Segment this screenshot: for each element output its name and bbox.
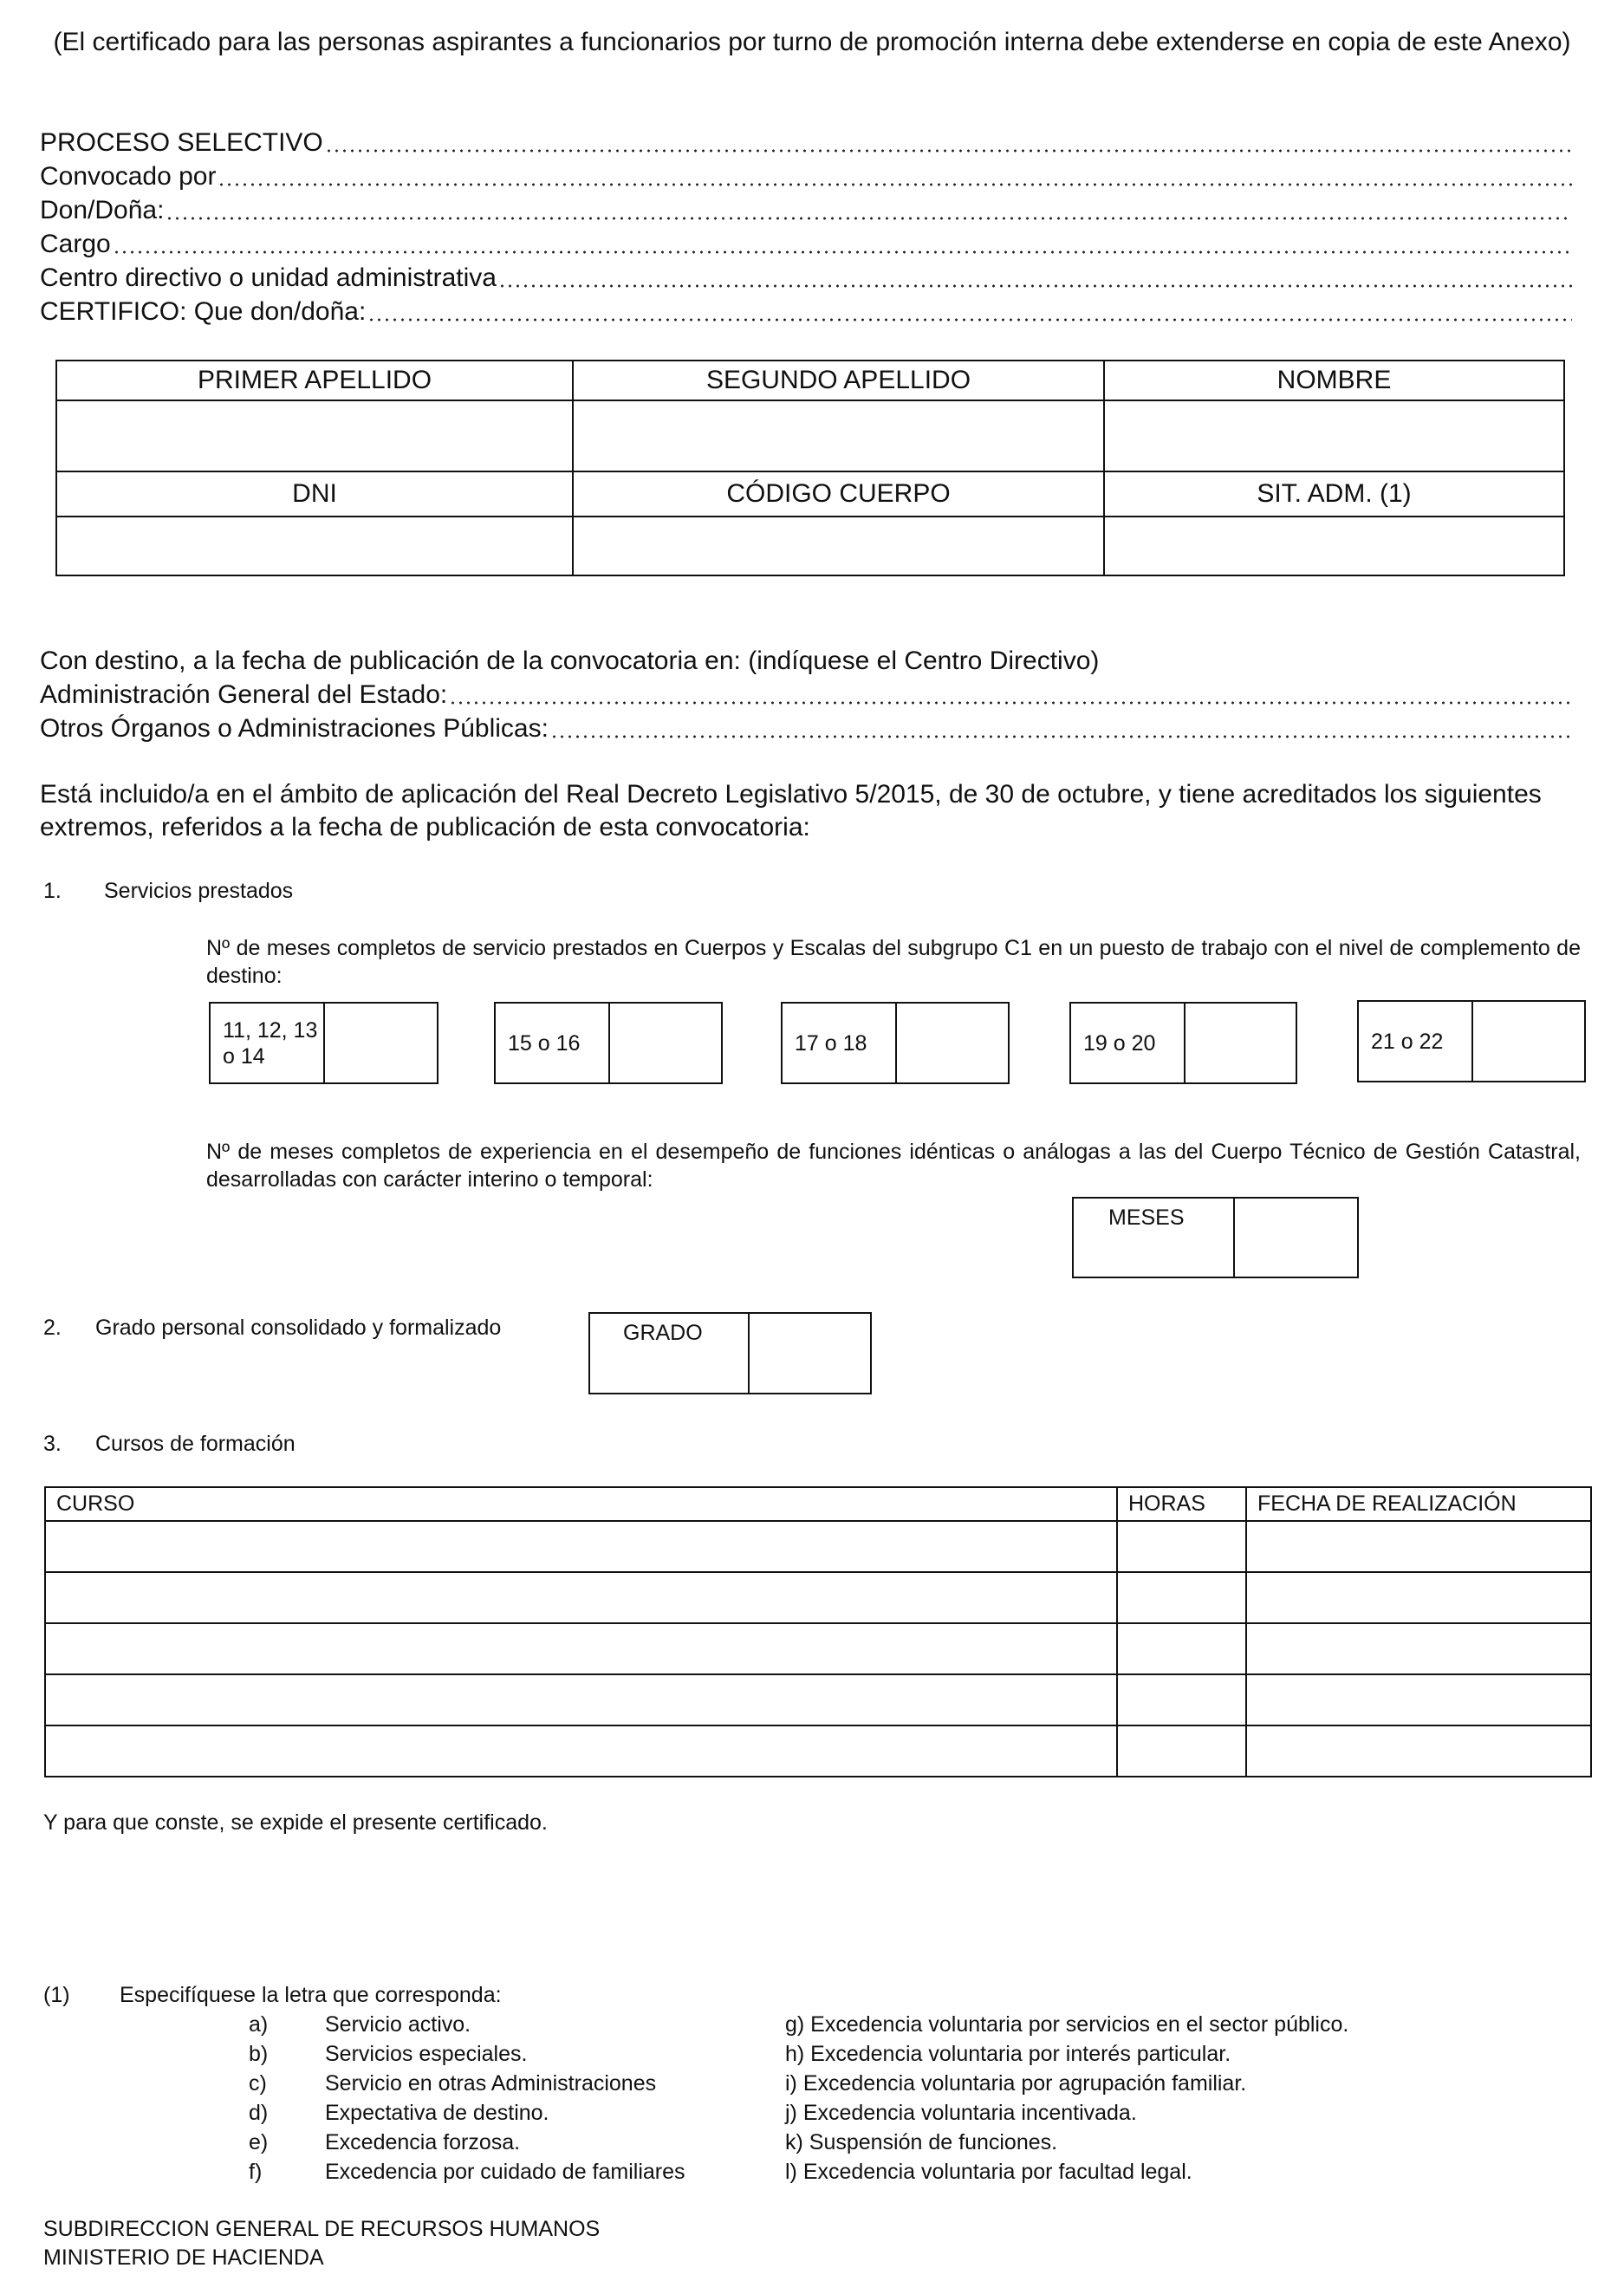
header-note: (El certificado para las personas aspirantes a funcionarios por turno de promoción interna debe extenderse en copia de este Anexo) — [53, 28, 1571, 56]
input-nombre[interactable] — [1104, 400, 1564, 471]
input-dni[interactable] — [56, 517, 573, 575]
field-proceso[interactable] — [40, 127, 1572, 159]
fecha-cell[interactable] — [1246, 1623, 1591, 1674]
level-input[interactable] — [610, 1004, 721, 1082]
table-row — [45, 1572, 1591, 1623]
curso-cell[interactable] — [45, 1623, 1117, 1674]
col-nombre: NOMBRE — [1104, 361, 1564, 400]
table-row — [45, 1623, 1591, 1674]
curso-cell[interactable] — [45, 1725, 1117, 1777]
meses-input[interactable] — [1235, 1199, 1357, 1277]
input-segundo-apellido[interactable] — [573, 400, 1104, 471]
col-segundo-apellido: SEGUNDO APELLIDO — [573, 361, 1104, 400]
section1-title: Servicios prestados — [104, 879, 294, 903]
fecha-cell[interactable] — [1246, 1674, 1591, 1725]
section3-number: 3. — [43, 1432, 62, 1456]
level-box-19-20 — [1069, 1002, 1297, 1084]
fecha-cell[interactable] — [1246, 1521, 1591, 1572]
identity-table — [55, 360, 1565, 576]
field-label: Convocado por — [40, 162, 217, 191]
field-otros-organos[interactable] — [40, 712, 1572, 745]
footer-line-1: SUBDIRECCION GENERAL DE RECURSOS HUMANOS — [43, 2217, 601, 2241]
footnote-item: i) Excedencia voluntaria por agrupación familiar. — [785, 2071, 1247, 2096]
meses-box — [1072, 1197, 1359, 1278]
col-fecha: FECHA DE REALIZACIÓN — [1246, 1487, 1591, 1521]
field-convocado[interactable] — [40, 160, 1572, 193]
horas-cell[interactable] — [1117, 1674, 1246, 1725]
level-input[interactable] — [325, 1004, 437, 1082]
section1-para2: Nº de meses completos de experiencia en el desempeño de funciones idénticas o análogas a las del Cuerpo Técnico de Gestión Catastral, desarrolladas con carácter interino o temporal: — [206, 1140, 1581, 1192]
input-sit-adm[interactable] — [1104, 517, 1564, 575]
grado-input[interactable] — [750, 1314, 870, 1393]
footnote-item: Servicio en otras Administraciones — [325, 2071, 657, 2096]
col-codigo-cuerpo: CÓDIGO CUERPO — [573, 471, 1104, 517]
field-centro[interactable] — [40, 262, 1572, 295]
level-label: 11, 12, 13 o 14 — [211, 1004, 325, 1082]
field-label: Administración General del Estado: — [40, 680, 448, 709]
level-label: 17 o 18 — [783, 1004, 897, 1082]
footnote-item: g) Excedencia voluntaria por servicios en el sector público. — [785, 2012, 1349, 2037]
level-input[interactable] — [897, 1004, 1008, 1082]
fecha-cell[interactable] — [1246, 1725, 1591, 1777]
section1-para1: Nº de meses completos de servicio prestados en Cuerpos y Escalas del subgrupo C1 en un puesto de trabajo con el nivel de complemento de destino: — [206, 936, 1581, 988]
fecha-cell[interactable] — [1246, 1572, 1591, 1623]
section3-title: Cursos de formación — [95, 1432, 296, 1456]
level-label: 19 o 20 — [1071, 1004, 1186, 1082]
level-input[interactable] — [1473, 1002, 1584, 1081]
section2-number: 2. — [43, 1316, 62, 1340]
col-curso: CURSO — [45, 1487, 1117, 1521]
footnote-item: Servicios especiales. — [325, 2042, 528, 2066]
destino-intro: Con destino, a la fecha de publicación de la convocatoria en: (indíquese el Centro Directivo) — [40, 647, 1100, 675]
closing-text: Y para que conste, se expide el presente certificado. — [43, 1810, 548, 1835]
footnote-letter: e) — [249, 2130, 269, 2154]
footnote-letter: d) — [249, 2101, 269, 2125]
footer-line-2: MINISTERIO DE HACIENDA — [43, 2245, 324, 2270]
section1-number: 1. — [43, 879, 62, 903]
footnote-item: k) Suspensión de funciones. — [785, 2130, 1058, 2154]
level-label: 15 o 16 — [496, 1004, 610, 1082]
cursos-table — [44, 1486, 1592, 1777]
table-row — [45, 1521, 1591, 1572]
grado-box — [588, 1312, 872, 1394]
field-label: Otros Órganos o Administraciones Públicas: — [40, 714, 549, 743]
footnote-number: (1) — [43, 1983, 70, 2007]
horas-cell[interactable] — [1117, 1572, 1246, 1623]
incluido-paragraph: Está incluido/a en el ámbito de aplicación del Real Decreto Legislativo 5/2015, de 30 de octubre, y tiene acreditados los siguientes extremos, referidos a la fecha de publicación de esta convocatoria: — [40, 780, 1542, 842]
col-horas: HORAS — [1117, 1487, 1246, 1521]
field-certifico[interactable] — [40, 296, 1572, 328]
horas-cell[interactable] — [1117, 1521, 1246, 1572]
input-codigo-cuerpo[interactable] — [573, 517, 1104, 575]
footnote-letter: f) — [249, 2160, 263, 2184]
curso-cell[interactable] — [45, 1674, 1117, 1725]
level-box-17-18 — [781, 1002, 1010, 1084]
curso-cell[interactable] — [45, 1572, 1117, 1623]
footnote-item: Servicio activo. — [325, 2012, 471, 2037]
level-input[interactable] — [1186, 1004, 1296, 1082]
col-sit-adm: SIT. ADM. (1) — [1104, 471, 1564, 517]
footnote-item: j) Excedencia voluntaria incentivada. — [785, 2101, 1137, 2125]
col-primer-apellido: PRIMER APELLIDO — [56, 361, 573, 400]
footnote-letter: b) — [249, 2042, 269, 2066]
field-label: PROCESO SELECTIVO — [40, 128, 323, 157]
field-label: Centro directivo o unidad administrativa — [40, 263, 497, 292]
field-age[interactable] — [40, 679, 1572, 712]
footnote-letter: c) — [249, 2071, 267, 2096]
curso-cell[interactable] — [45, 1521, 1117, 1572]
grado-label: GRADO — [590, 1314, 750, 1393]
footnote-item: Expectativa de destino. — [325, 2101, 549, 2125]
footnote-item: Excedencia forzosa. — [325, 2130, 521, 2154]
footnote-item: l) Excedencia voluntaria por facultad legal. — [785, 2160, 1192, 2184]
field-cargo[interactable] — [40, 228, 1572, 261]
horas-cell[interactable] — [1117, 1623, 1246, 1674]
meses-label: MESES — [1074, 1199, 1235, 1277]
field-label: CERTIFICO: Que don/doña: — [40, 297, 367, 326]
footnote-letter: a) — [249, 2012, 269, 2037]
field-don-dona[interactable] — [40, 194, 1572, 227]
level-box-11-14 — [209, 1002, 438, 1084]
field-label: Cargo — [40, 230, 111, 258]
level-label: 21 o 22 — [1359, 1002, 1473, 1081]
footnote-item: Excedencia por cuidado de familiares — [325, 2160, 685, 2184]
footnote-title: Especifíquese la letra que corresponda: — [120, 1983, 502, 2007]
input-primer-apellido[interactable] — [56, 400, 573, 471]
table-row — [45, 1725, 1591, 1777]
field-label: Don/Doña: — [40, 196, 165, 224]
footnote-item: h) Excedencia voluntaria por interés particular. — [785, 2042, 1231, 2066]
level-box-15-16 — [494, 1002, 723, 1084]
section2-title: Grado personal consolidado y formalizado — [95, 1316, 502, 1340]
level-box-21-22 — [1357, 1000, 1586, 1082]
horas-cell[interactable] — [1117, 1725, 1246, 1777]
col-dni: DNI — [56, 471, 573, 517]
table-row — [45, 1674, 1591, 1725]
